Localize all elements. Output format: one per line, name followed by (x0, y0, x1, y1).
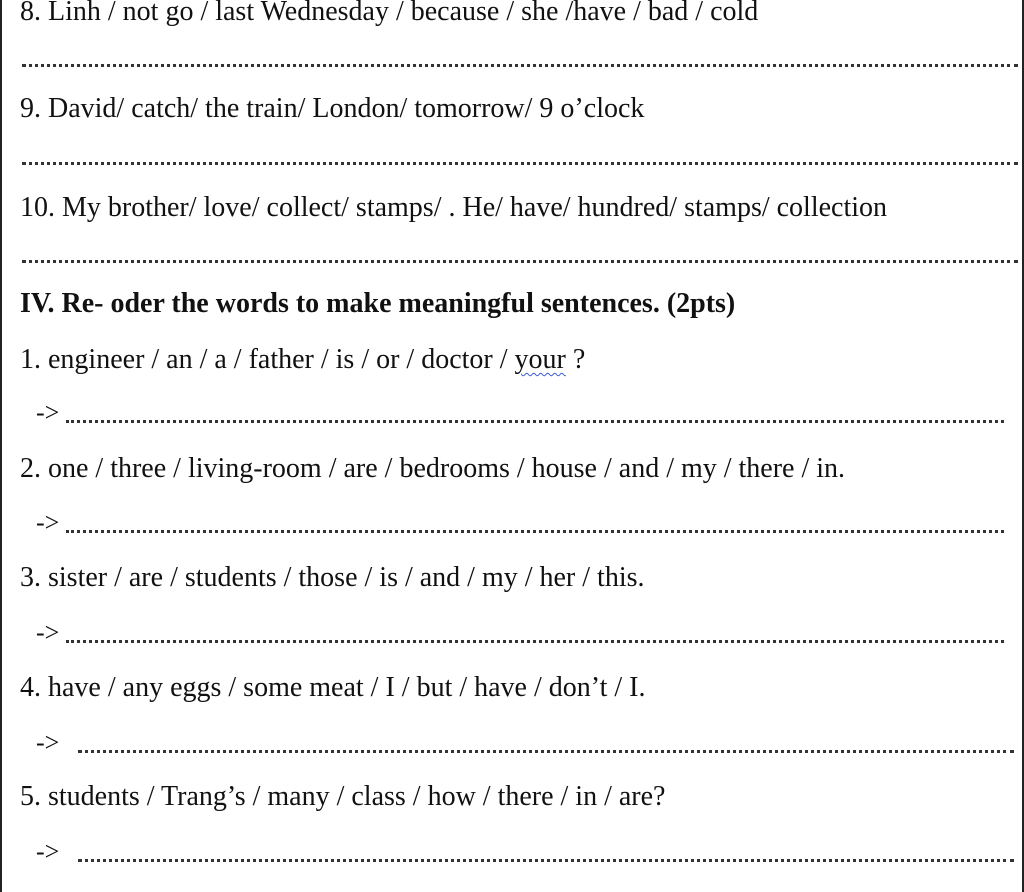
reorder-item-1 (20, 344, 585, 376)
reorder-item-5: 5. students / Trang’s / many / class / how / there / in / are? (20, 781, 666, 812)
reorder-item-4: 4. have / any eggs / some meat / I / but / have / don’t / I. (20, 672, 646, 703)
page-border-left (0, 0, 2, 892)
answer-line-r4[interactable] (78, 750, 1014, 753)
reorder-item-1-end: ? (565, 344, 586, 375)
exercise-item-8: 8. Linh / not go / last Wednesday / because / she /have / bad / cold (20, 0, 759, 27)
answer-arrow-5: -> (36, 837, 60, 866)
reorder-item-1-main: 1. engineer / an / a / father / is / or / doctor / (20, 344, 515, 375)
reorder-item-2: 2. one / three / living-room / are / bedrooms / house / and / my / there / in. (20, 453, 846, 484)
answer-line-r5[interactable] (78, 859, 1014, 862)
answer-line-10[interactable] (22, 260, 1018, 263)
exercise-item-10: 10. My brother/ love/ collect/ stamps/ . He/ have/ hundred/ stamps/ collection (20, 192, 888, 223)
answer-arrow-4: -> (36, 728, 60, 757)
exercise-item-9: 9. David/ catch/ the train/ London/ tomorrow/ 9 o’clock (20, 93, 645, 124)
answer-arrow-3: -> (36, 618, 60, 647)
answer-line-r1[interactable] (66, 420, 1004, 423)
answer-line-9[interactable] (22, 162, 1018, 165)
answer-arrow-1: -> (36, 398, 60, 427)
reorder-item-3: 3. sister / are / students / those / is / and / my / her / this. (20, 562, 645, 593)
answer-line-r2[interactable] (66, 530, 1004, 533)
spellcheck-flagged-word: your (514, 344, 566, 375)
answer-arrow-2: -> (36, 508, 60, 537)
answer-line-r3[interactable] (66, 640, 1004, 643)
answer-line-8[interactable] (22, 64, 1018, 67)
section-heading: IV. Re- oder the words to make meaningful sentences. (2pts) (20, 288, 736, 319)
